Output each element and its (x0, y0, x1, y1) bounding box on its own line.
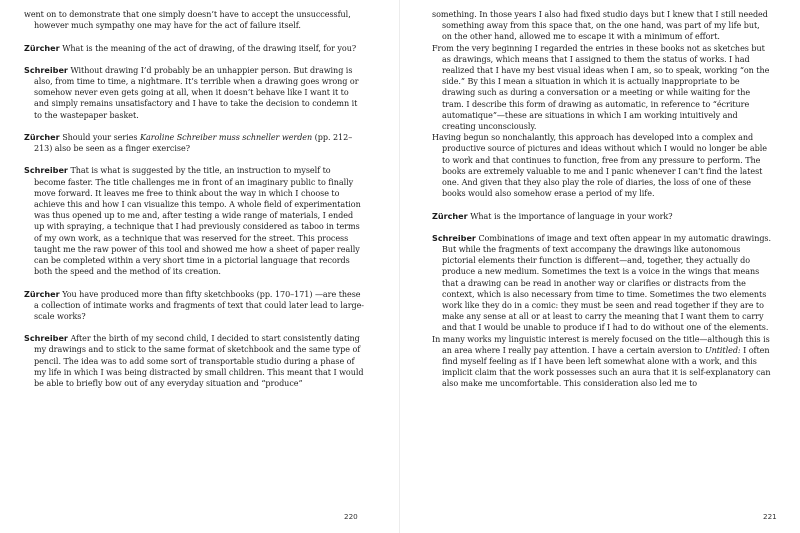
answer-4 (432, 233, 772, 334)
left-text-column (24, 9, 364, 389)
opening-paragraph: went on to demonstrate that one simply doesn’t have to accept the unsuccessful, however much sympathy one may have for the act of failure itself. (24, 10, 351, 31)
speaker-label: Zürcher (24, 131, 60, 142)
speaker-label: Schreiber (24, 333, 68, 344)
question-1 (24, 43, 364, 54)
speaker-label: Zürcher (24, 42, 60, 53)
answer-text: That is what is suggested by the title, an instruction to myself to become faster. The title challenges me in front of an imaginary public to finally move forward. It leaves me free to think about the way in which I choose to achieve this and how I can visualize this tempo. A whole field of experimentation was thus opened up to me and, after testing a wide range of materials, I ended up with spraying, a technique that I had previously considered as taboo in terms of my own work, as a technique that was reserved for the street. This process taught me the raw power of this tool and showed me how a sheet of paper really can be completed within a very short time in a pictorial language that records both the speed and the method of its creation. (34, 166, 361, 277)
question-2: Zürcher Should your series Karoline Schreiber muss schneller werden (pp. 212–213) also be seen as a finger exercise? (24, 131, 353, 154)
page-number: 221 (763, 512, 777, 521)
speaker-label: Zürcher (24, 288, 60, 299)
question-text: You have produced more than fifty sketchbooks (pp. 170–171) —are these a collection of intimate works and fragments of text that could later lead to large-scale works? (34, 289, 364, 321)
answer-1 (24, 65, 364, 121)
question-3 (24, 289, 364, 323)
page-number: 220 (344, 512, 358, 521)
question-text: What is the meaning of the act of drawing, of the drawing itself, for you? (62, 43, 357, 53)
answer-text: Combinations of image and text often appear in my automatic drawings. But while the fragments of text accompany the drawings like autonomous pictorial elements their function is different—and, together, they actually do produce a new medium. Sometimes the text is a voice in the wings that means that a drawing can be read in another way or clarifies or distracts from the context, which is also necessary from time to time. Sometimes the two elements work like they do in a comic: they must be seen and read together if they are to make any sense at all or at least to carry the meaning that I want them to carry and that I would be unable to produce if I had to do without one of the elements. (442, 233, 772, 333)
speaker-label: Schreiber (432, 232, 476, 243)
continued-paragraph: something. In those years I also had fixed studio days but I knew that I still needed something away from this space that, on the one hand, was part of my life but, on the other hand, allowed me to escape it with a minimum of effort. (432, 10, 768, 42)
paragraph-title-interest: In many works my linguistic interest is merely focused on the title—although this is an area where I really pay attention. I have a certain aversion to Untitled: I often find myself feeling as if I have been left somewhat alone with a work, and this implicit claim that the work possesses such an aura that it is self-explanatory can also make me uncomfortable. This consideration also led me to (432, 334, 771, 389)
paragraph-sketchbooks: From the very beginning I regarded the entries in these books not as sketches but as drawings, which means that I assigned to them the status of works. I had realized that I have my best visual ideas when I am, so to speak, working “on the side.” By this I mean a situation in which it is actually inappropriate to be drawing such as during a conversation or a meeting or while waiting for the tram. I describe this form of drawing as automatic, in reference to “écriture automatique”—these are situations in which I am working intuitively and creating unconsciously. (432, 43, 770, 132)
speaker-label: Zürcher (432, 210, 468, 221)
answer-3 (24, 333, 364, 389)
paragraph-nonchalant: Having begun so nonchalantly, this approach has developed into a complex and productive source of pictures and ideas without which I would no longer be able to work and that continues to function, free from any pressure to perform. The books are extremely valuable to me and I panic whenever I can’t find the latest one. And given that they also play the role of diaries, the loss of one of these books would also somehow erase a period of my life. (432, 133, 768, 199)
speaker-label: Schreiber (24, 165, 68, 176)
answer-2 (24, 165, 364, 277)
question-4 (432, 211, 772, 222)
answer-text: Without drawing I’d probably be an unhappier person. But drawing is also, from time to time, a nightmare. It’s terrible when a drawing goes wrong or somehow never even gets going at all, when it doesn’t behave like I want it to and simply remains unsatisfactory and I have to take the decision to condemn it to the wastepaper basket. (34, 65, 359, 120)
question-text: What is the importance of language in your work? (470, 211, 673, 221)
right-text-column (432, 9, 772, 390)
work-title: Untitled: (704, 345, 741, 355)
right-page (400, 0, 800, 533)
speaker-label: Schreiber (24, 64, 68, 75)
answer-text: After the birth of my second child, I decided to start consistently dating my drawings and to stick to the same format of sketchbook and the same type of pencil. The idea was to add some sort of transportable studio during a phase of my life in which I was being distracted by small children. This meant that I would be able to briefly bow out of any everyday situation and “produce” (34, 334, 364, 389)
series-title: Karoline Schreiber muss schneller werden (140, 132, 313, 142)
